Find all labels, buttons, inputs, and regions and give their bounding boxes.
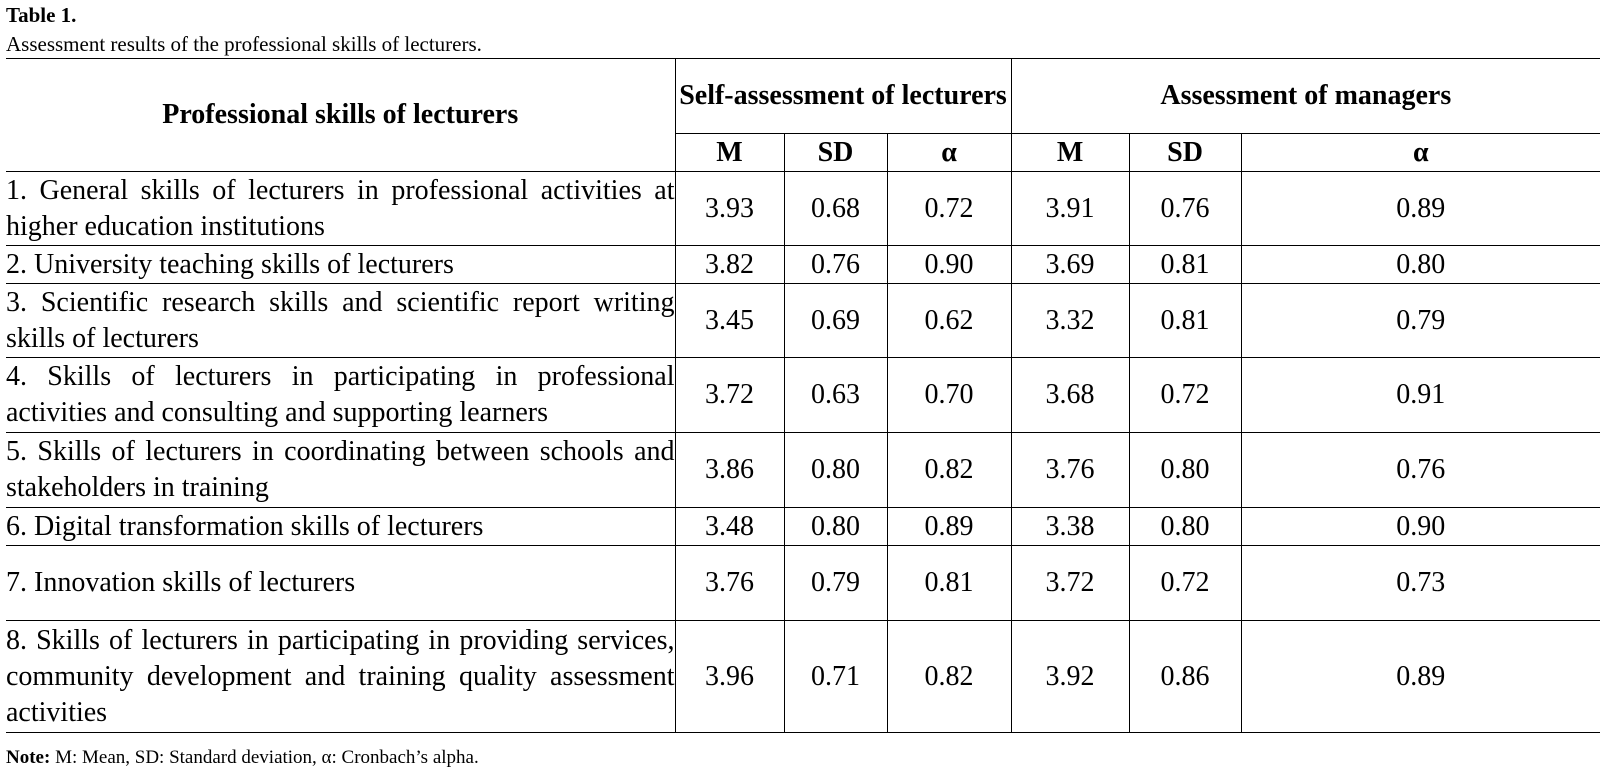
self-alpha: 0.82 xyxy=(887,433,1011,508)
self-mean: 3.93 xyxy=(675,172,784,246)
managers-mean: 3.69 xyxy=(1011,246,1129,284)
managers-alpha: 0.89 xyxy=(1241,621,1600,733)
managers-sd: 0.80 xyxy=(1129,433,1241,508)
managers-alpha: 0.89 xyxy=(1241,172,1600,246)
skill-name: 6. Digital transformation skills of lecturers xyxy=(6,508,675,546)
self-alpha: 0.89 xyxy=(887,508,1011,546)
note-text: M: Mean, SD: Standard deviation, α: Cronbach’s alpha. xyxy=(50,747,479,768)
managers-mean: 3.72 xyxy=(1011,546,1129,621)
self-alpha: 0.62 xyxy=(887,284,1011,358)
managers-alpha: 0.76 xyxy=(1241,433,1600,508)
managers-alpha: 0.91 xyxy=(1241,358,1600,433)
managers-alpha: 0.79 xyxy=(1241,284,1600,358)
managers-sd: 0.81 xyxy=(1129,284,1241,358)
self-mean: 3.76 xyxy=(675,546,784,621)
self-alpha: 0.72 xyxy=(887,172,1011,246)
table-row xyxy=(6,621,1600,733)
self-alpha: 0.90 xyxy=(887,246,1011,284)
self-alpha: 0.82 xyxy=(887,621,1011,733)
managers-mean: 3.32 xyxy=(1011,284,1129,358)
self-sd: 0.80 xyxy=(784,433,887,508)
skill-name: 8. Skills of lecturers in participating in providing services, community development and training quality assessment activities xyxy=(6,621,675,733)
self-sd: 0.63 xyxy=(784,358,887,433)
skill-name: 3. Scientific research skills and scientific report writing skills of lecturers xyxy=(6,284,675,358)
self-mean: 3.45 xyxy=(675,284,784,358)
skill-name: 2. University teaching skills of lecturers xyxy=(6,246,675,284)
table-label: Table 1. xyxy=(6,3,77,27)
table-note xyxy=(6,747,479,769)
managers-assessment-group-header: Assessment of managers xyxy=(1011,59,1600,134)
note-label: Note: xyxy=(6,747,51,768)
results-table xyxy=(6,58,1600,733)
managers-sd: 0.81 xyxy=(1129,246,1241,284)
self-mean-header: M xyxy=(675,134,784,172)
managers-mean: 3.38 xyxy=(1011,508,1129,546)
self-mean: 3.96 xyxy=(675,621,784,733)
skill-name: 4. Skills of lecturers in participating in professional activities and consulting and supporting learners xyxy=(6,358,675,433)
managers-mean: 3.76 xyxy=(1011,433,1129,508)
self-alpha: 0.70 xyxy=(887,358,1011,433)
table-row xyxy=(6,358,1600,433)
skill-name: 7. Innovation skills of lecturers xyxy=(6,546,675,621)
self-mean: 3.86 xyxy=(675,433,784,508)
managers-alpha: 0.73 xyxy=(1241,546,1600,621)
managers-sd: 0.86 xyxy=(1129,621,1241,733)
self-assessment-group-header: Self-assessment of lecturers xyxy=(675,59,1011,134)
self-sd: 0.68 xyxy=(784,172,887,246)
self-mean: 3.82 xyxy=(675,246,784,284)
self-sd-header: SD xyxy=(784,134,887,172)
self-sd: 0.79 xyxy=(784,546,887,621)
managers-mean: 3.68 xyxy=(1011,358,1129,433)
table-row xyxy=(6,433,1600,508)
self-sd: 0.71 xyxy=(784,621,887,733)
managers-alpha-header: α xyxy=(1241,134,1600,172)
managers-sd-header: SD xyxy=(1129,134,1241,172)
managers-alpha: 0.80 xyxy=(1241,246,1600,284)
table-row xyxy=(6,546,1600,621)
self-mean: 3.48 xyxy=(675,508,784,546)
table-row xyxy=(6,246,1600,284)
self-mean: 3.72 xyxy=(675,358,784,433)
table-row xyxy=(6,172,1600,246)
managers-mean-header: M xyxy=(1011,134,1129,172)
managers-sd: 0.80 xyxy=(1129,508,1241,546)
managers-mean: 3.92 xyxy=(1011,621,1129,733)
table-row xyxy=(6,508,1600,546)
table-row xyxy=(6,284,1600,358)
skill-name: 5. Skills of lecturers in coordinating between schools and stakeholders in training xyxy=(6,433,675,508)
managers-mean: 3.91 xyxy=(1011,172,1129,246)
skills-column-header: Professional skills of lecturers xyxy=(6,59,675,172)
self-alpha: 0.81 xyxy=(887,546,1011,621)
managers-alpha: 0.90 xyxy=(1241,508,1600,546)
table-caption: Assessment results of the professional skills of lecturers. xyxy=(6,32,482,56)
self-sd: 0.69 xyxy=(784,284,887,358)
self-alpha-header: α xyxy=(887,134,1011,172)
skill-name: 1. General skills of lecturers in professional activities at higher education institutions xyxy=(6,172,675,246)
self-sd: 0.80 xyxy=(784,508,887,546)
managers-sd: 0.72 xyxy=(1129,358,1241,433)
managers-sd: 0.72 xyxy=(1129,546,1241,621)
managers-sd: 0.76 xyxy=(1129,172,1241,246)
self-sd: 0.76 xyxy=(784,246,887,284)
